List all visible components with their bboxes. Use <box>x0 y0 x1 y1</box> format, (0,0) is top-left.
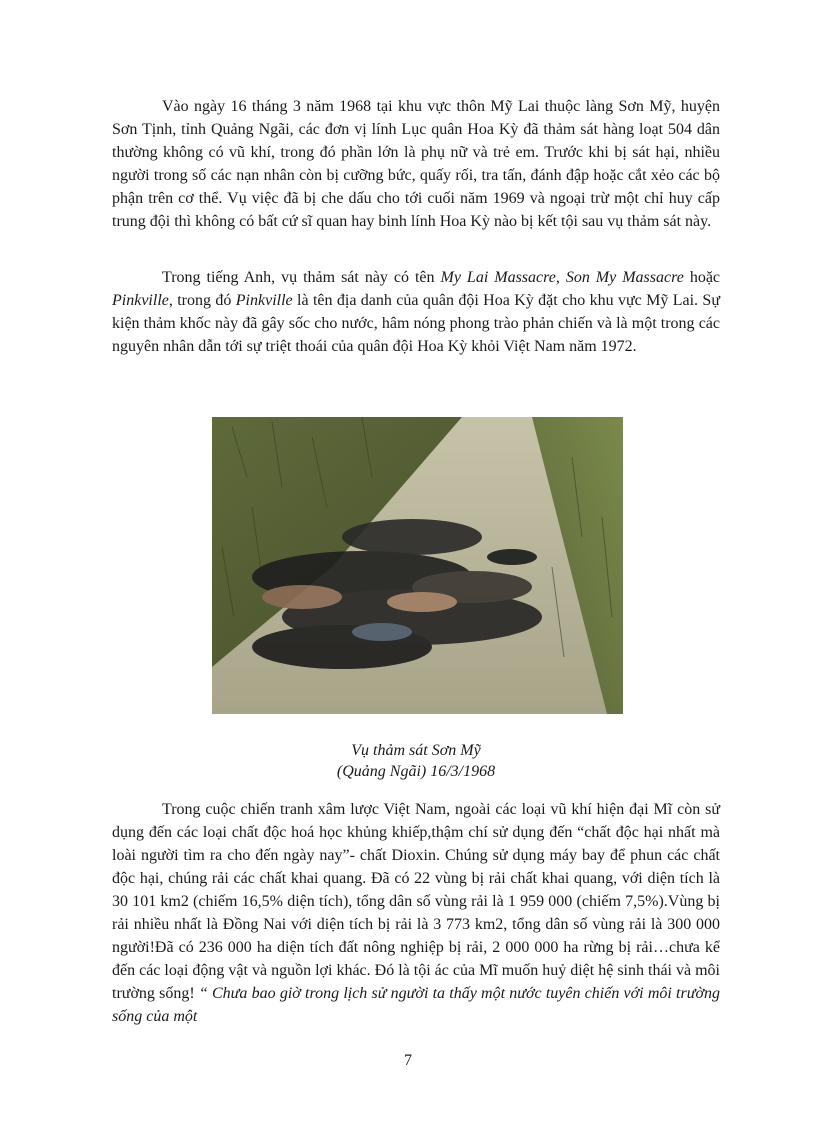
paragraph-text: Trong tiếng Anh, vụ thảm sát này có tên <box>162 269 441 286</box>
photo-caption-date: (Quảng Ngãi) 16/3/1968 <box>336 763 496 780</box>
paragraph-my-lai-massacre: Vào ngày 16 tháng 3 năm 1968 tại khu vực thôn Mỹ Lai thuộc làng Sơn Mỹ, huyện Sơn Tịnh, tỉnh Quảng Ngãi, các đơn vị lính Lục quân Hoa Kỳ đã thảm sát hàng loạt 504 dân thường không có vũ khí, trong đó phần lớn là phụ nữ và trẻ em. Trước khi bị sát hại, nhiều người trong số các nạn nhân còn bị cưỡng bức, quấy rối, tra tấn, đánh đập hoặc cắt xẻo các bộ phận trên cơ thể. Vụ việc đã bị che dấu cho tới cuối năm 1969 và ngoại trừ một chỉ huy cấp trung đội thì không có bất cứ sĩ quan hay binh lính Hoa Kỳ nào bị kết tội sau vụ thảm sát này. <box>112 98 720 230</box>
pinkville-italic: Pinkville <box>235 292 293 309</box>
english-name-italic: My Lai Massacre, Son My Massacre <box>440 269 684 286</box>
paragraph-english-names <box>112 266 720 358</box>
paragraph-chemical-warfare <box>112 798 720 1028</box>
paragraph-text: , trong đó <box>168 292 236 309</box>
photo-caption-title: Vụ thảm sát Sơn Mỹ <box>351 742 481 759</box>
pinkville-italic: Pinkville <box>112 292 169 309</box>
paragraph-text: hoặc <box>683 269 721 286</box>
paragraph-text: là tên địa danh của quân đội Hoa Kỳ đặt cho khu vực Mỹ Lai. Sự kiện thảm khốc này đã gây sốc cho nước, hâm nóng phong trào phản chiến và là một trong các nguyên nhân dẫn tới sự triệt thoái của quân đội Hoa Kỳ khỏi Việt Nam năm 1972. <box>112 292 720 355</box>
massacre-photo <box>212 417 623 714</box>
page-number: 7 <box>404 1052 412 1069</box>
quote-italic: “ Chưa bao giờ trong lịch sử người ta thấy một nước tuyên chiến với môi trường sống của một <box>112 985 720 1025</box>
paragraph-text: Trong cuộc chiến tranh xâm lược Việt Nam, ngoài các loại vũ khí hiện đại Mĩ còn sử dụng đến các loại chất độc hoá học khủng khiếp,thậm chí sử dụng đến “chất độc hại nhất mà loài người tìm ra cho đến ngày nay”- chất Dioxin. Chúng sử dụng máy bay để phun các chất độc hại, chúng rải các chất khai quang. Đã có 22 vùng bị rải chất khai quang, với diện tích là 30 101 km2 (chiếm 16,5% diện tích), tổng dân số vùng rải là 1 959 000 (chiếm 7,5%).Vùng bị rải nhiều nhất là Đồng Nai với diện tích bị rải là 3 773 km2, tổng dân số vùng rải là 300 000 người!Đã có 236 000 ha diện tích đất nông nghiệp bị rải, 2 000 000 ha rừng bị rải…chưa kể đến các loại động vật và nguồn lợi khác. Đó là tội ác của Mĩ muốn huỷ diệt hệ sinh thái và môi trường sống! <box>112 801 720 1002</box>
